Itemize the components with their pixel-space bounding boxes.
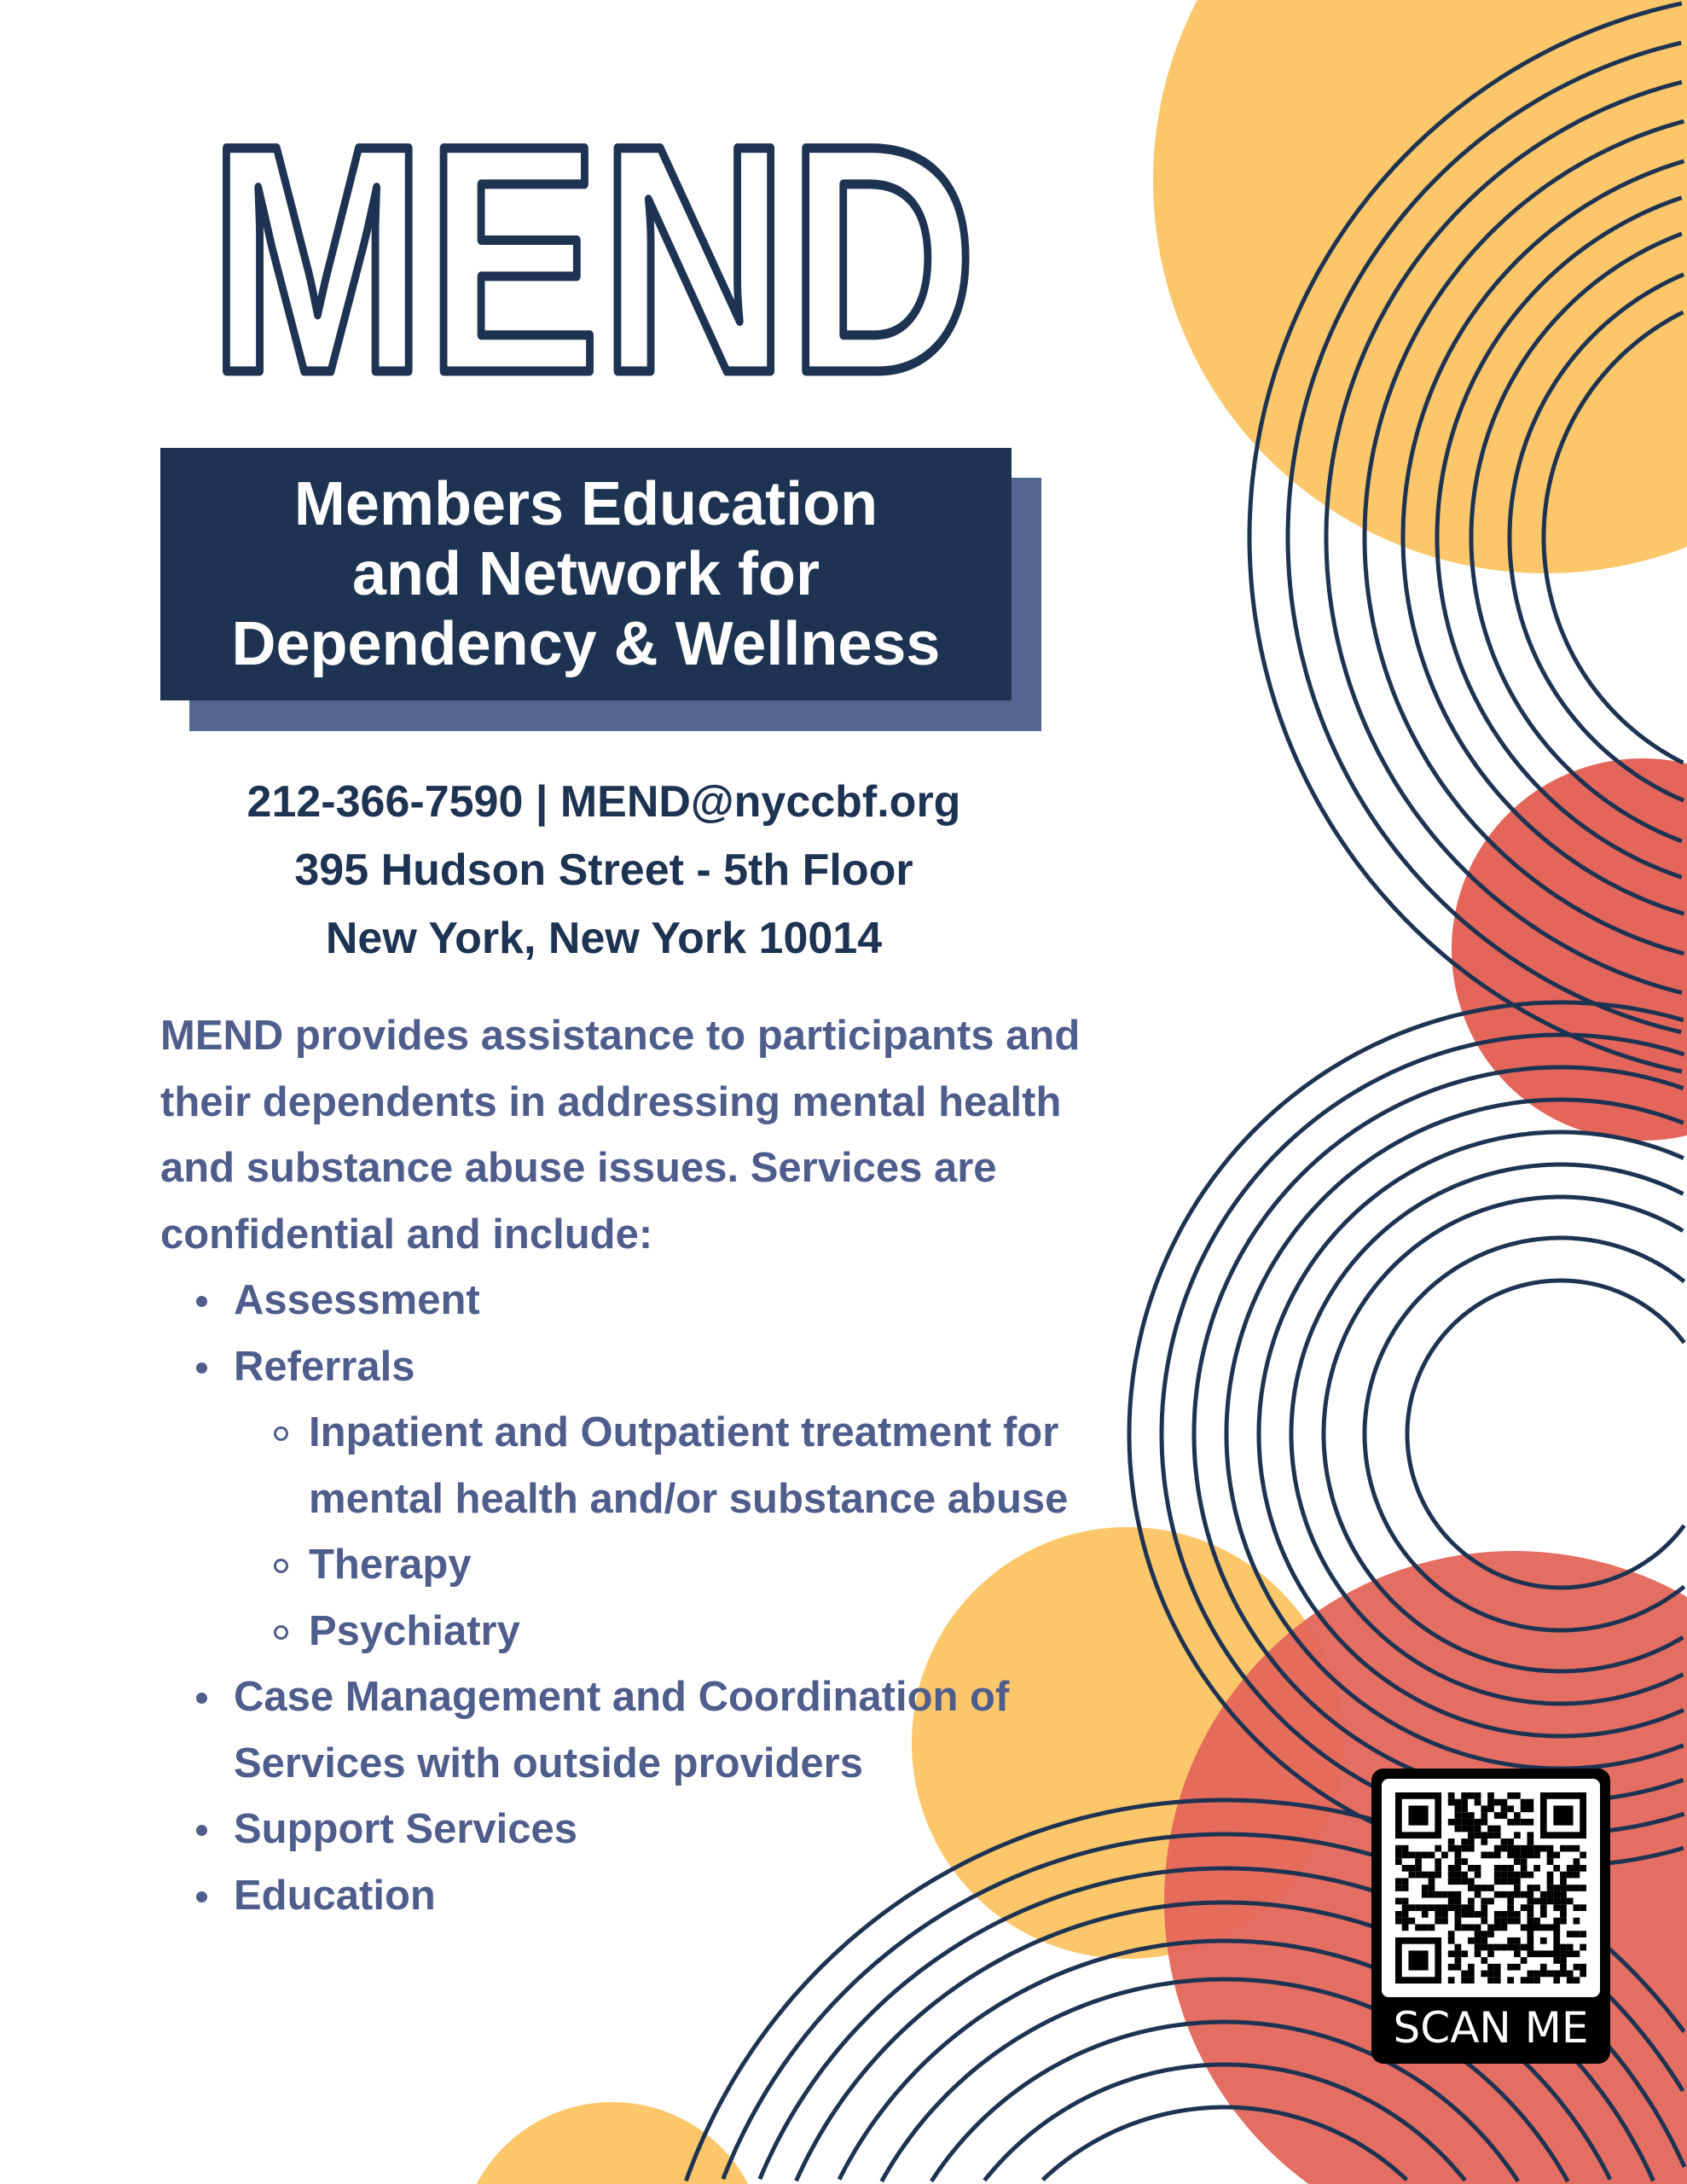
qr-code-icon[interactable]	[1395, 1792, 1586, 1984]
sub-list-item: Therapy	[160, 1532, 1133, 1599]
yellow-circle-top	[1153, 0, 1687, 573]
yellow-circle-bottom	[459, 2102, 766, 2184]
address-street: 395 Hudson Street - 5th Floor	[294, 845, 913, 895]
list-item	[160, 1334, 1133, 1665]
list-item: Assessment	[160, 1268, 1133, 1334]
services-list	[160, 1268, 1133, 1929]
title-line: Members Education	[293, 470, 878, 538]
svg-text:MEND: MEND	[209, 78, 977, 440]
list-item: Support Services	[160, 1797, 1133, 1863]
address-city: New York, New York 10014	[325, 914, 883, 963]
sub-list-item: Psychiatry	[160, 1599, 1133, 1665]
qr-code-card[interactable]	[1371, 1769, 1610, 2064]
title-line: Dependency & Wellness	[231, 610, 941, 678]
sub-list	[160, 1400, 1133, 1664]
ring-middle	[1407, 1281, 1684, 1588]
list-item: Education	[160, 1863, 1133, 1930]
title-box	[160, 448, 1012, 700]
list-item-label: Referrals	[234, 1343, 415, 1390]
contact-info	[160, 768, 1047, 973]
title-line: and Network for	[351, 540, 820, 608]
sub-list-item: Inpatient and Outpatient treatment for mental health and/or substance abuse	[160, 1400, 1145, 1532]
scan-me-label: SCAN ME	[1393, 2003, 1589, 2053]
list-item: Case Management and Coordination of Services with outside providers	[160, 1664, 1087, 1797]
phone-email: 212-366-7590 | MEND@nyccbf.org	[246, 777, 961, 827]
description: MEND provides assistance to participants and their dependents in addressing mental health and substance abuse issues. Services are confidential and include:	[160, 1013, 1081, 1258]
mend-logo	[192, 78, 994, 440]
services-section	[160, 1003, 1133, 1929]
